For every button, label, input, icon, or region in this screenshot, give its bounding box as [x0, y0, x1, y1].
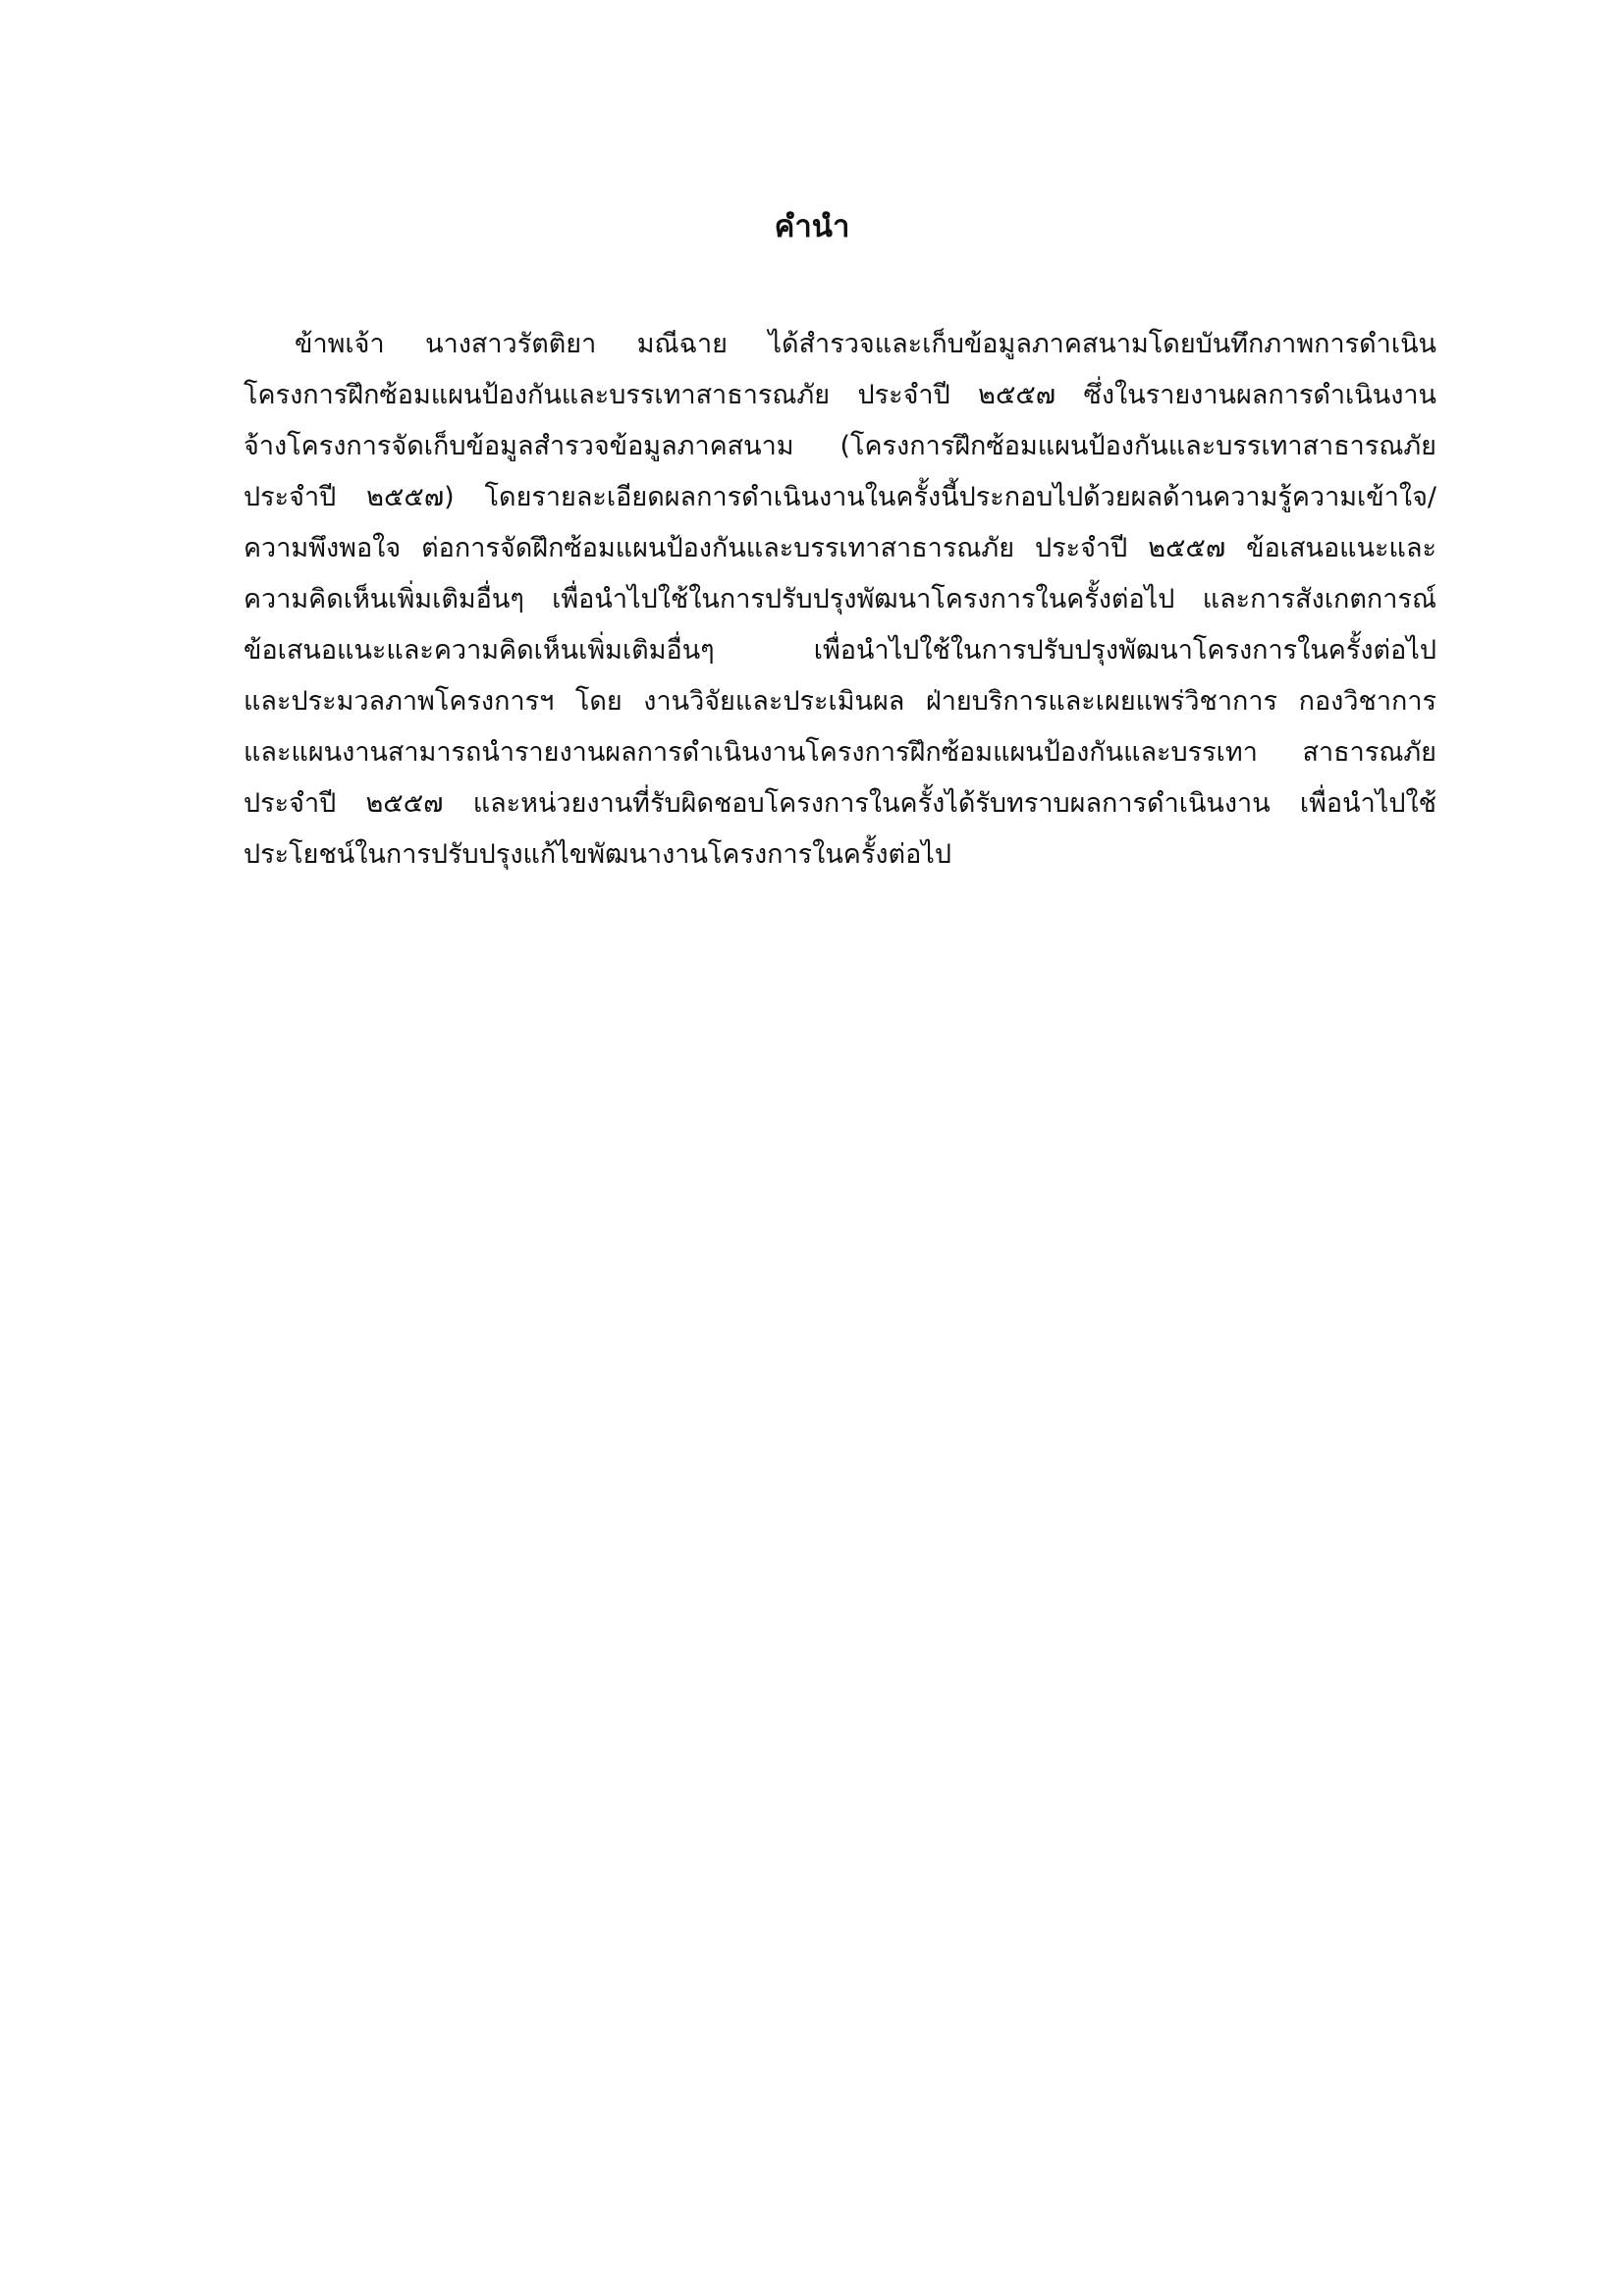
- paragraph-line: จ้างโครงการจัดเก็บข้อมูลสำรวจข้อมูลภาคสนาม (โครงการฝึกซ้อมแผนป้องกันและบรรเทาสาธารณภัย: [244, 431, 1436, 461]
- paragraph-line: และแผนงานสามารถนำรายงานผลการดำเนินงานโครงการฝึกซ้อมแผนป้องกันและบรรเทา สาธารณภัย: [244, 737, 1436, 768]
- preface-paragraph: [244, 319, 1436, 881]
- paragraph-line: ข้าพเจ้า นางสาวรัตติยา มณีฉาย ได้สำรวจและเก็บข้อมูลภาคสนามโดยบันทึกภาพการดำเนิน: [295, 329, 1436, 359]
- paragraph-line: ความคิดเห็นเพิ่มเติมอื่นๆ เพื่อนำไปใช้ในการปรับปรุงพัฒนาโครงการในครั้งต่อไป และการสังเกตการณ์: [244, 584, 1436, 614]
- document-title: คำนำ: [774, 209, 850, 244]
- paragraph-line: และประมวลภาพโครงการฯ โดย งานวิจัยและประเมินผล ฝ่ายบริการและเผยแพร่วิชาการ กองวิชาการ: [244, 686, 1436, 717]
- paragraph-line: โครงการฝึกซ้อมแผนป้องกันและบรรเทาสาธารณภัย ประจำปี ๒๕๕๗ ซึ่งในรายงานผลการดำเนินงาน: [244, 380, 1436, 410]
- paragraph-line: ประโยชน์ในการปรับปรุงแก้ไขพัฒนางานโครงการในครั้งต่อไป: [244, 839, 952, 870]
- paragraph-line: ข้อเสนอแนะและความคิดเห็นเพิ่มเติมอื่นๆ เพื่อนำไปใช้ในการปรับปรุงพัฒนาโครงการในครั้งต่อไป: [244, 635, 1436, 666]
- paragraph-line: ความพึงพอใจ ต่อการจัดฝึกซ้อมแผนป้องกันและบรรเทาสาธารณภัย ประจำปี ๒๕๕๗ ข้อเสนอแนะและ: [244, 533, 1436, 563]
- paragraph-line: ประจำปี ๒๕๕๗ และหน่วยงานที่รับผิดชอบโครงการในครั้งได้รับทราบผลการดำเนินงาน เพื่อนำไปใช้: [244, 788, 1436, 819]
- paragraph-line: ประจำปี ๒๕๕๗) โดยรายละเอียดผลการดำเนินงานในครั้งนี้ประกอบไปด้วยผลด้านความรู้ความเข้าใจ/: [244, 482, 1436, 512]
